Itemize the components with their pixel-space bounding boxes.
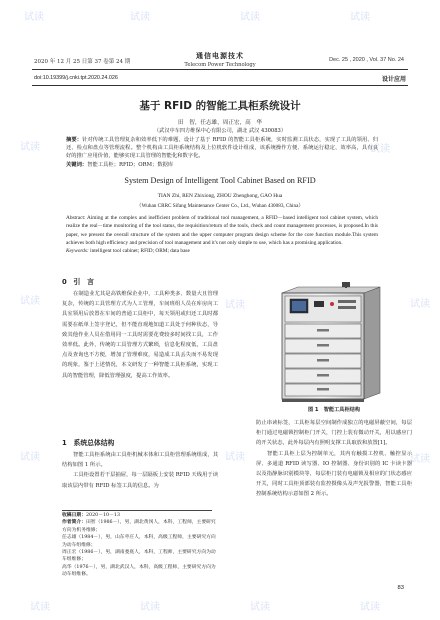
author-bio-3: 周正宏（1986－），男，湖南娄底人，本科，工程师，主要研究方向为动车组维修； bbox=[62, 550, 216, 563]
watermark-mark: 试读 bbox=[410, 454, 430, 465]
watermark-mark: 试读 bbox=[24, 12, 44, 23]
figure-tool-cabinet bbox=[268, 281, 388, 403]
affiliation-cn: （武汉中车四方维保中心有限公司，湖北 武汉 430083） bbox=[153, 128, 287, 134]
abstract-en-text: Aiming at the complex and inefficient problem of traditional tool management, a RFID－based intelligent tool cabinet system, which realize the real－time monitoring of the tool status, the requisition/return of the tools, check and count management processes, is proposed.In this paper, we present the overall structure of the system and the upper computer program design scheme for the core function module.This system achieves both high efficiency and precision of tool management and it's not only simple to use, which has a promising application. bbox=[66, 215, 378, 246]
section-1-heading: 1 系统总体结构 bbox=[62, 439, 115, 447]
paper-title-en: System Design of Intelligent Tool Cabinet Based on RFID bbox=[124, 176, 316, 185]
watermark-mark: 试读 bbox=[30, 602, 50, 613]
watermark-mark: 试读 bbox=[225, 300, 245, 311]
section-0-heading: 0 引 言 bbox=[62, 278, 94, 286]
section-0 bbox=[62, 276, 218, 381]
journal-issue-en: Dec. 25 , 2020 , Vol. 37 No. 24 bbox=[329, 57, 404, 63]
category-label: 设计应用 bbox=[381, 77, 406, 83]
journal-name-cn: 通信电源技术 bbox=[196, 51, 244, 60]
watermark-mark: 试读 bbox=[20, 452, 40, 463]
footnote bbox=[62, 512, 218, 579]
abstract-cn-text: 针对传统工具管理复杂和效率低下的难题，设计了基于 RFID 的智能工具柜系统，实时监测工具状态，实现了工具的领用、归还、检点和盘点等管理流程。整个机构由工具柜系统结构及上位机软件设计组成，该系统操作方便、系统运行稳定、效率高，具有良好的推广应用价值，能够实现工具管理的智能化和数字化。 bbox=[66, 137, 378, 160]
doi: doi:10.19399/j.cnki.tpt.2020.24.026 bbox=[34, 75, 118, 81]
abstract-cn-label: 摘要： bbox=[66, 137, 83, 143]
right-paragraph-2: 智能工具柜上层为控制单元，其内有触摸工控机、触控显示屏、多通道 RFID 读写器、IO 控制器、身份识别的 IC 卡读卡器以及指静脉识别模块等，每层柜门装有电磁锁及相应的门状态感应开关，同时工具柜顶部装有监控摄像头及声光报警器，智能工具柜控制系统结构示意如图 2 所示。 bbox=[256, 450, 412, 498]
footnote-rule bbox=[62, 510, 212, 511]
journal-issue-cn: 2020 年 12 月 25 日第 37 卷第 24 期 bbox=[34, 59, 131, 65]
keywords-cn-label: 关键词： bbox=[66, 161, 88, 168]
author-bio-2: 任志雄（1984－），男，山东枣庄人，本科，高级工程师，主要研究方向为动车组维修； bbox=[62, 535, 216, 548]
affiliation-en: （Wuhan CRRC Sifang Maintenance Center Co., Ltd., Wuhan 430083, China） bbox=[136, 203, 304, 209]
section-1-paragraph-2: 工具柜设置若干层抽屉，每一层隔板上安装 RFID 天线用于读取该层内带有 RFID 标签工具的信息。为 bbox=[62, 472, 218, 489]
watermark-mark: 试读 bbox=[250, 602, 270, 613]
paper-title-cn: 基于 RFID 的智能工具柜系统设计 bbox=[139, 100, 301, 112]
watermark-mark: 试读 bbox=[140, 602, 160, 613]
header-rule bbox=[32, 69, 408, 70]
authors-en: TIAN Zhi, REN Zhixiong, ZHOU Zhenghong, GAO Hua bbox=[157, 193, 283, 199]
watermark-mark: 试读 bbox=[20, 142, 40, 153]
received-date: 2020－10－13 bbox=[86, 513, 121, 518]
abstract-en-label: Abstract: bbox=[66, 215, 86, 221]
page-number: 83 bbox=[397, 585, 404, 591]
section-1-paragraph-1: 智能工具柜系统由工具柜机械本体和工具柜管理系统组成，其结构如图 1 所示。 bbox=[62, 452, 218, 469]
watermark-mark: 试读 bbox=[240, 12, 260, 23]
tool-cabinet-illustration bbox=[268, 281, 388, 403]
header-rule-2 bbox=[32, 85, 408, 86]
received-label: 收稿日期： bbox=[62, 513, 86, 518]
section-1 bbox=[62, 437, 218, 491]
authors-cn: 田 智，任志雄，周正宏，高 华 bbox=[178, 120, 262, 126]
author-bio-4: 高华（1976－），男，湖北武汉人，本科，高级工程师，主要研究方向为动车组维修。 bbox=[62, 564, 216, 578]
watermark-mark: 试读 bbox=[350, 12, 370, 23]
right-column-text bbox=[256, 418, 412, 500]
keywords-cn: 智能工具柜；RFID；ORM；数据库 bbox=[87, 161, 174, 168]
right-paragraph-1: 防止串读标签，工具柜每层空间制作成独立的电磁屏蔽空间，每层柜门通过电磁锁控制柜门开关，门控上装有微动开关，用以感应门的开关状态，此外每层内有照明支撑工具取放和放置[1]。 bbox=[256, 420, 412, 447]
watermark-mark: 试读 bbox=[130, 12, 150, 23]
author-bio-label: 作者简介： bbox=[62, 520, 86, 526]
journal-name-en: Telecom Power Technology bbox=[184, 62, 256, 68]
abstract-cn bbox=[66, 136, 378, 169]
section-0-paragraph: 在制造业尤其是高铁维保企业中，工具种类多、数量大且管理复杂，传统的工具管理方式为人工管理，车间班组人员在库房向工具室领用后放置在车间的普通工具柜中，每天领用或归还工具时都需要在纸单上签字登记，但不能直观地知道工具处于何种状态，导致其他作业人员在借用同一工具时需要花费较多时间找工具，工作效率低。此外，传统的工具管理方式繁琐，信息化程度低，工具盘点及查询也不方便，增加了管理难度，易造成工具丢失而不易发现的现象，鉴于上述情况，本文研发了一种智能工具柜系统，实现工具的智能管理，降低管理强度，提高工作效率。 bbox=[62, 291, 218, 379]
figure-caption: 图 1 智能工具柜结构 bbox=[307, 407, 361, 413]
watermark-mark: 试读 bbox=[225, 452, 245, 463]
abstract-en bbox=[66, 214, 378, 255]
watermark-mark: 试读 bbox=[20, 296, 40, 307]
cabinet-drawers bbox=[285, 324, 361, 396]
keywords-en: intelligent tool cabinet; RFID; ORM; data base bbox=[90, 248, 190, 255]
watermark-mark: 试读 bbox=[370, 144, 390, 155]
watermark-mark: 试读 bbox=[410, 299, 430, 310]
watermark-mark: 试读 bbox=[360, 602, 380, 613]
keywords-en-label: Keywords: bbox=[66, 248, 89, 255]
author-bio-1: 田智（1986－），男，湖北黄冈人，本科，工程师，主要研究方向为机务维修； bbox=[62, 520, 216, 533]
